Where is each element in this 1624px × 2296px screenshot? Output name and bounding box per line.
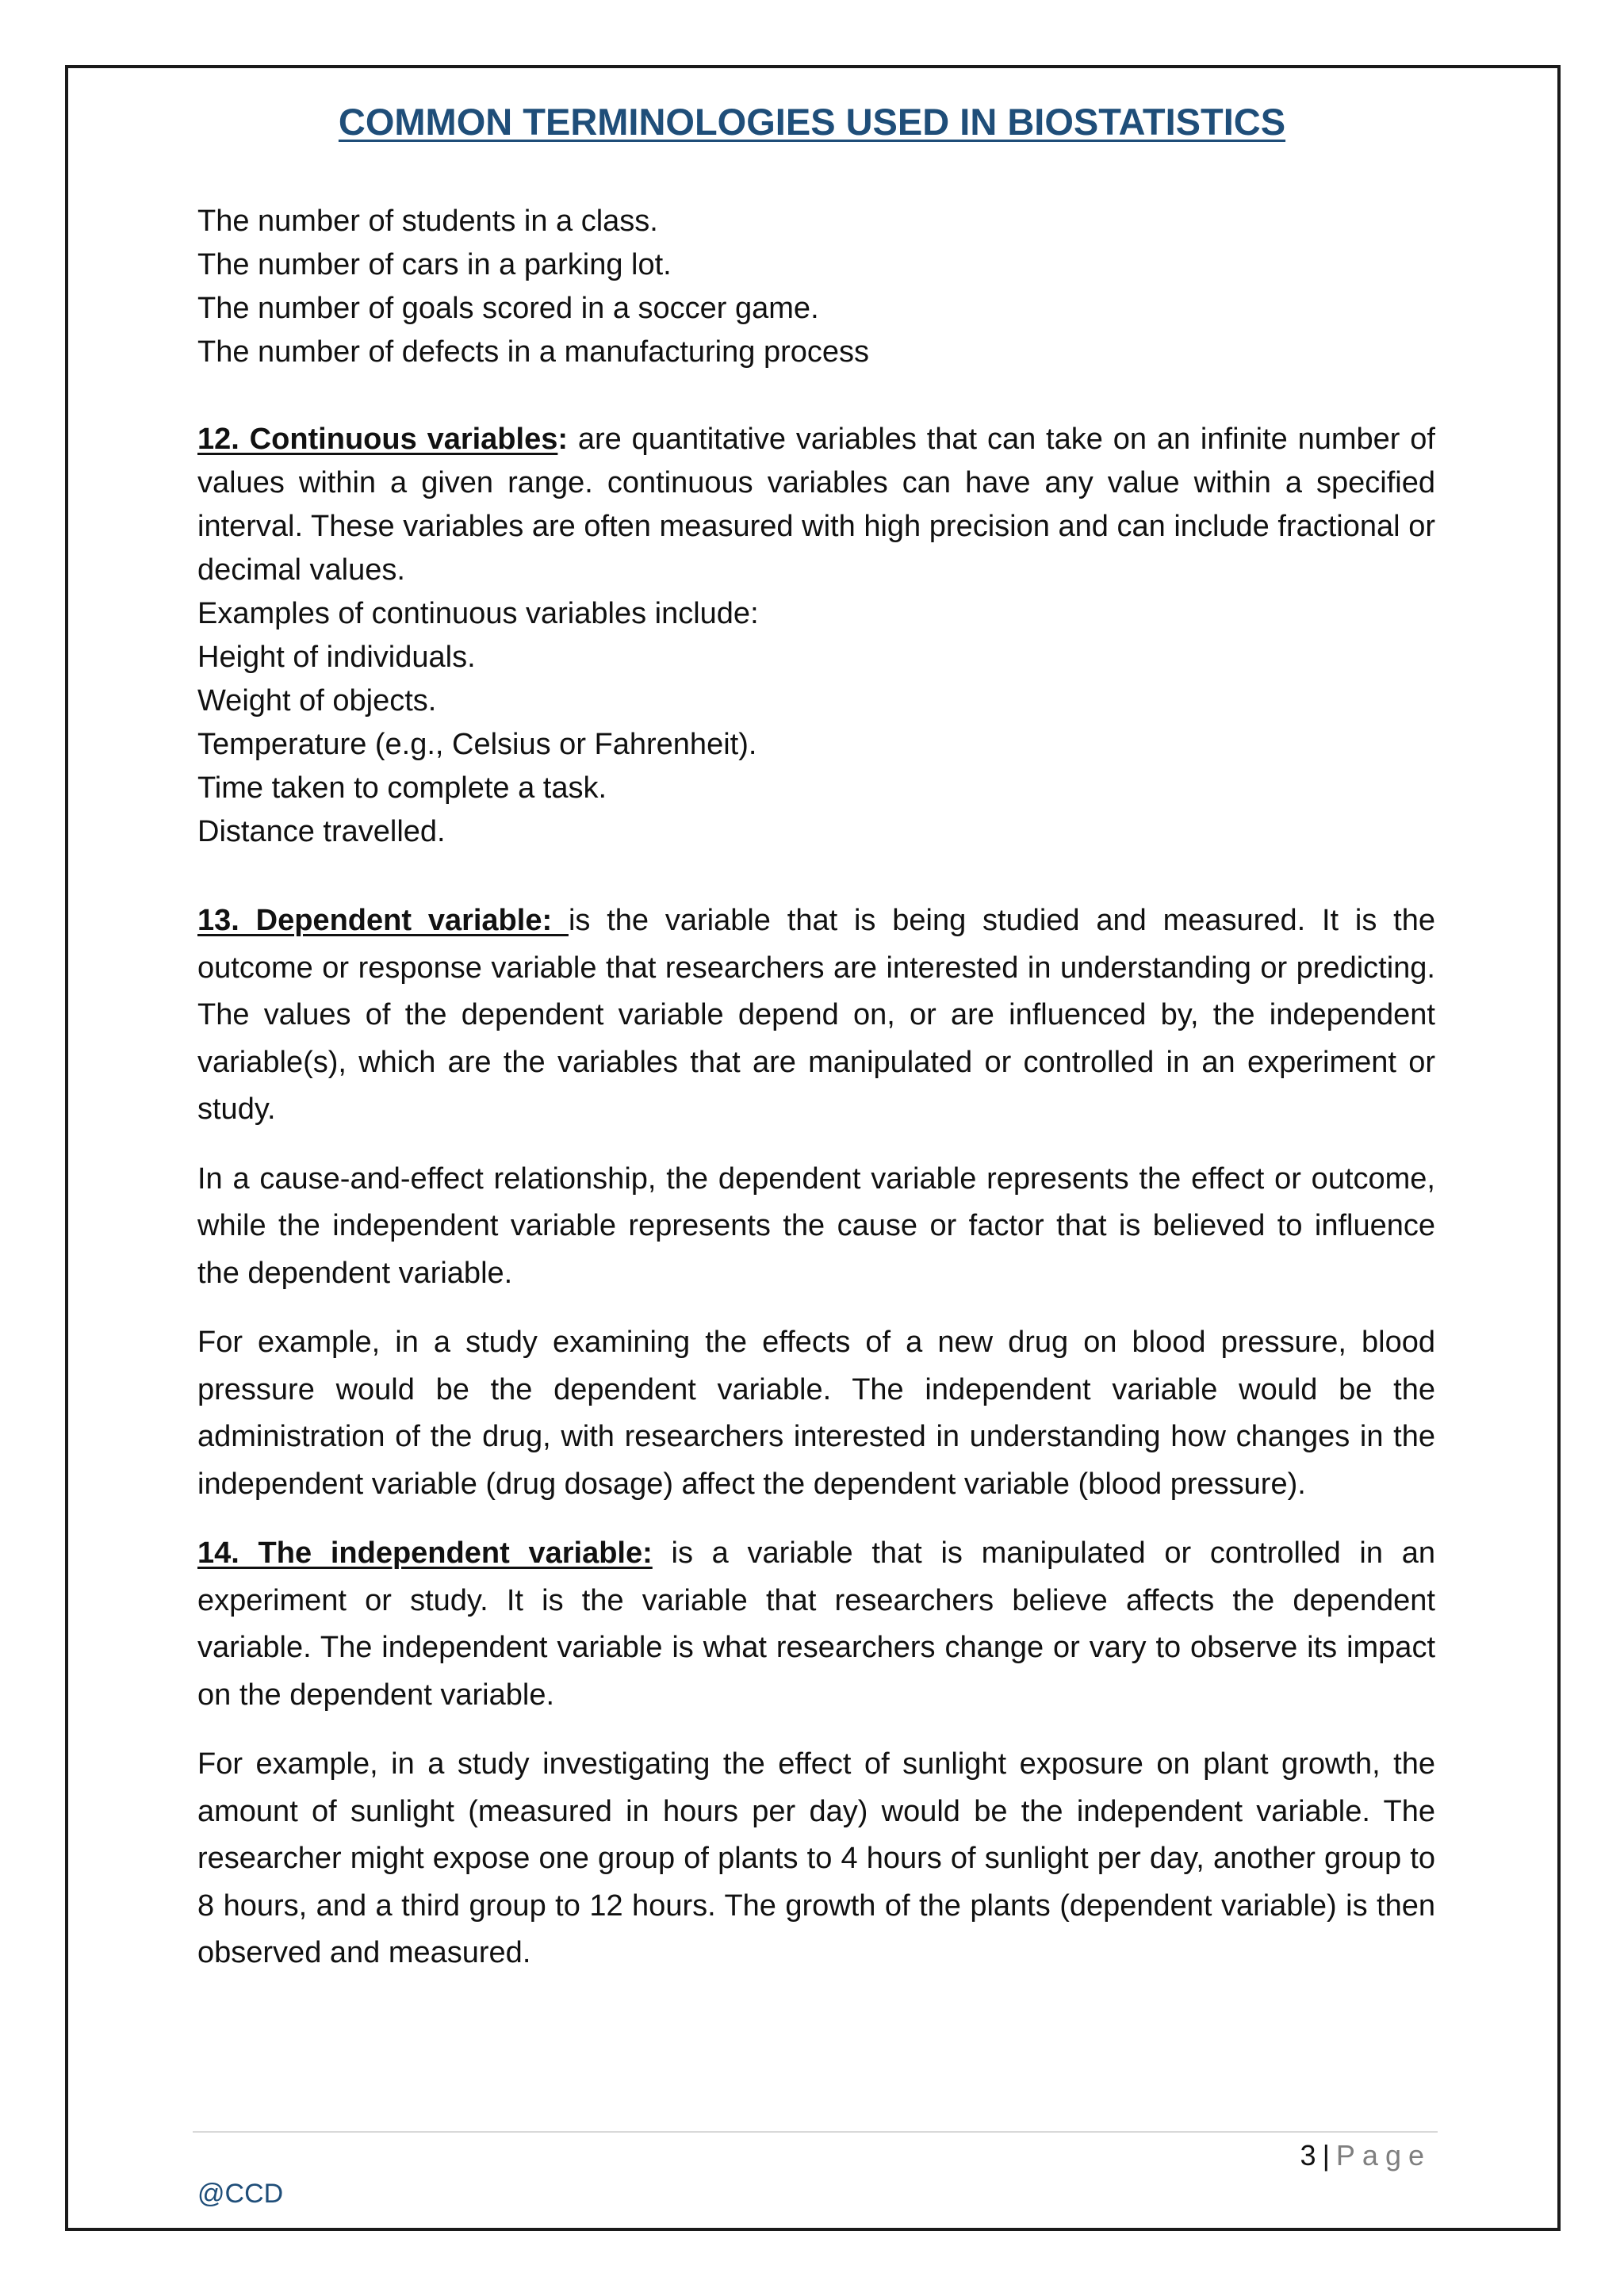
page-title: COMMON TERMINOLOGIES USED IN BIOSTATISTICS [338, 101, 1286, 143]
list-item: The number of goals scored in a soccer game. [197, 292, 819, 325]
independent-variable-paragraph [197, 1530, 1435, 1719]
document-body [197, 200, 1435, 1977]
continuous-variables-definition: are quantitative variables that can take on an infinite number of values within a given range. continuous variables can have any value within a specified interval. These variables are often measured with high precision and can include fractional or decimal values. [197, 423, 1435, 587]
dependent-variable-term: 13. Dependent variable: [197, 904, 569, 937]
dependent-variable-paragraph [197, 897, 1435, 1134]
list-item: The number of defects in a manufacturing process [197, 335, 870, 369]
list-item: Time taken to complete a task. [197, 771, 607, 805]
independent-example-paragraph: For example, in a study investigating the effect of sunlight exposure on plant growth, the amount of sunlight (measured in hours per day) would be the independent variable. The researcher might expose one group of plants to 4 hours of sunlight per day, another group to 8 hours, and a third group to 12 hours. The growth of the plants (dependent variable) is then observed and measured. [197, 1747, 1435, 1969]
continuous-examples-intro: Examples of continuous variables include: [197, 597, 759, 630]
page-word: Page [1335, 2139, 1431, 2172]
page-number [1300, 2139, 1431, 2172]
continuous-variables-colon: : [557, 423, 569, 456]
list-item: Distance travelled. [197, 815, 446, 848]
list-item: Temperature (e.g., Celsius or Fahrenheit). [197, 728, 757, 761]
independent-variable-term: 14. The independent variable: [197, 1536, 653, 1570]
page-number-separator: | [1322, 2139, 1330, 2172]
footer-divider [193, 2131, 1438, 2133]
list-item: Height of individuals. [197, 641, 476, 674]
footer-credit: @CCD [197, 2179, 284, 2209]
list-item: The number of students in a class. [197, 205, 658, 238]
dependent-variable-definition: is the variable that is being studied and measured. It is the outcome or response variable that researchers are interested in understanding or predicting. The values of the dependent variable depend on, or are influenced by, the independent variable(s), which are the variables that are manipulated or controlled in an experiment or study. [197, 904, 1435, 1126]
continuous-variables-term: 12. Continuous variables [197, 423, 558, 456]
continuous-variables-paragraph [197, 418, 1435, 592]
continuous-examples-list [197, 636, 1435, 854]
list-item: The number of cars in a parking lot. [197, 248, 672, 281]
page-number-value: 3 [1300, 2139, 1316, 2172]
independent-variable-definition: is a variable that is manipulated or controlled in an experiment or study. It is the variable that researchers believe affects the dependent variable. The independent variable is what researchers change or vary to observe its impact on the dependent variable. [197, 1536, 1436, 1712]
cause-effect-paragraph: In a cause-and-effect relationship, the dependent variable represents the effect or outcome, while the independent variable represents the cause or factor that is believed to influence the dependent variable. [197, 1161, 1435, 1290]
dependent-example-paragraph: For example, in a study examining the effects of a new drug on blood pressure, blood pressure would be the dependent variable. The independent variable would be the administration of the drug, with researchers interested in understanding how changes in the independent variable (drug dosage) affect the dependent variable (blood pressure). [197, 1326, 1435, 1501]
list-item: Weight of objects. [197, 684, 437, 718]
discrete-examples-list [197, 200, 1435, 374]
